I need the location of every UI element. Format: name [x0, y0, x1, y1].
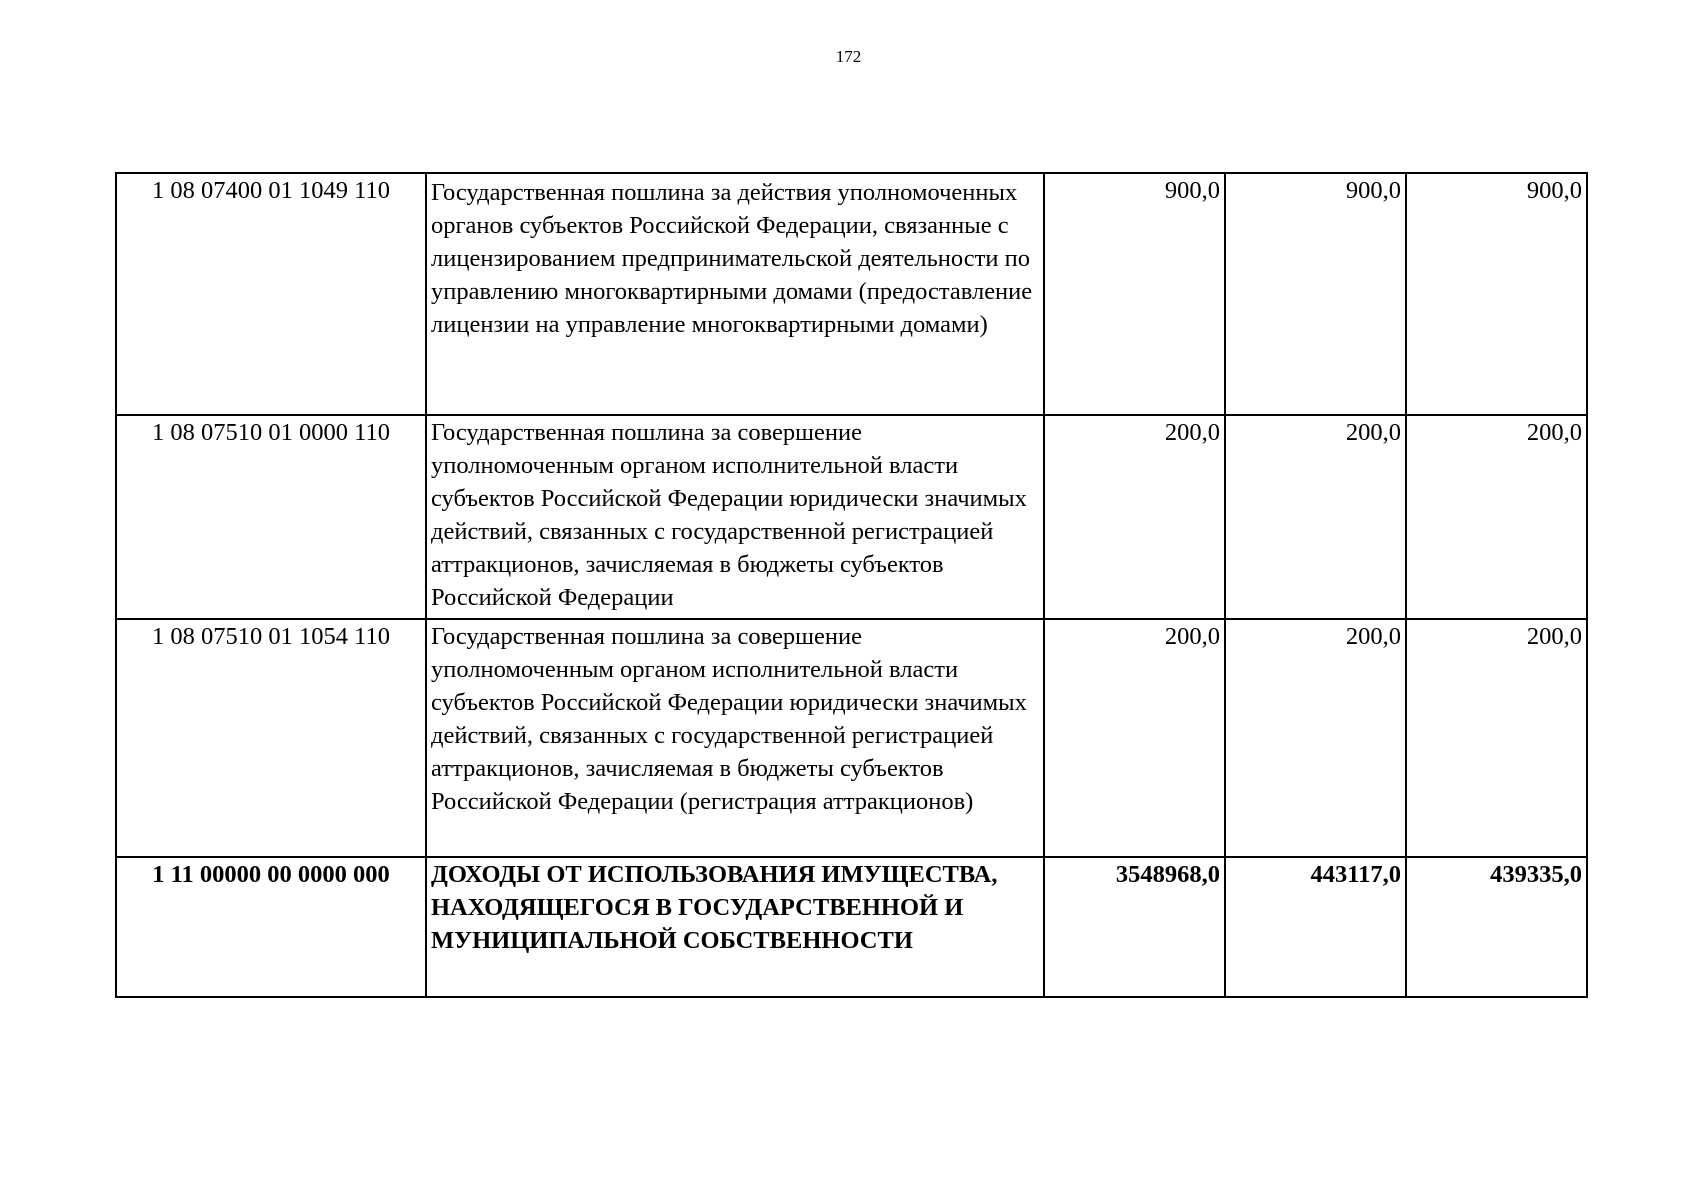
budget-code: 1 08 07510 01 0000 110 [116, 415, 426, 619]
table-row [116, 173, 1587, 415]
amount-year-3: 200,0 [1406, 619, 1587, 857]
table-row [116, 619, 1587, 857]
revenue-name: Государственная пошлина за действия уполномоченных органов субъектов Российской Федерации, связанные с лицензированием предпринимательской деятельности по управлению многоквартирными домами (предоставление лицензии на управление многоквартирными домами) [426, 173, 1044, 415]
page-number: 172 [835, 47, 862, 66]
amount-year-2: 443117,0 [1225, 857, 1406, 997]
amount-year-1: 900,0 [1044, 173, 1225, 415]
amount-year-1: 200,0 [1044, 415, 1225, 619]
table-row [116, 415, 1587, 619]
amount-year-3: 200,0 [1406, 415, 1587, 619]
amount-year-1: 200,0 [1044, 619, 1225, 857]
revenue-name: ДОХОДЫ ОТ ИСПОЛЬЗОВАНИЯ ИМУЩЕСТВА, НАХОДЯЩЕГОСЯ В ГОСУДАРСТВЕННОЙ И МУНИЦИПАЛЬНОЙ СОБСТВЕННОСТИ [426, 857, 1044, 997]
budget-code: 1 11 00000 00 0000 000 [116, 857, 426, 997]
budget-code: 1 08 07510 01 1054 110 [116, 619, 426, 857]
revenue-name: Государственная пошлина за совершение уполномоченным органом исполнительной власти субъектов Российской Федерации юридически значимых действий, связанных с государственной регистрацией аттракционов, зачисляемая в бюджеты субъектов Российской Федерации (регистрация аттракционов) [426, 619, 1044, 857]
amount-year-1: 3548968,0 [1044, 857, 1225, 997]
revenue-name: Государственная пошлина за совершение уполномоченным органом исполнительной власти субъектов Российской Федерации юридически значимых действий, связанных с государственной регистрацией аттракционов, зачисляемая в бюджеты субъектов Российской Федерации [426, 415, 1044, 619]
revenue-table [115, 172, 1588, 998]
amount-year-3: 439335,0 [1406, 857, 1587, 997]
amount-year-2: 200,0 [1225, 415, 1406, 619]
table-row-section-total [116, 857, 1587, 997]
amount-year-3: 900,0 [1406, 173, 1587, 415]
amount-year-2: 200,0 [1225, 619, 1406, 857]
budget-code: 1 08 07400 01 1049 110 [116, 173, 426, 415]
amount-year-2: 900,0 [1225, 173, 1406, 415]
